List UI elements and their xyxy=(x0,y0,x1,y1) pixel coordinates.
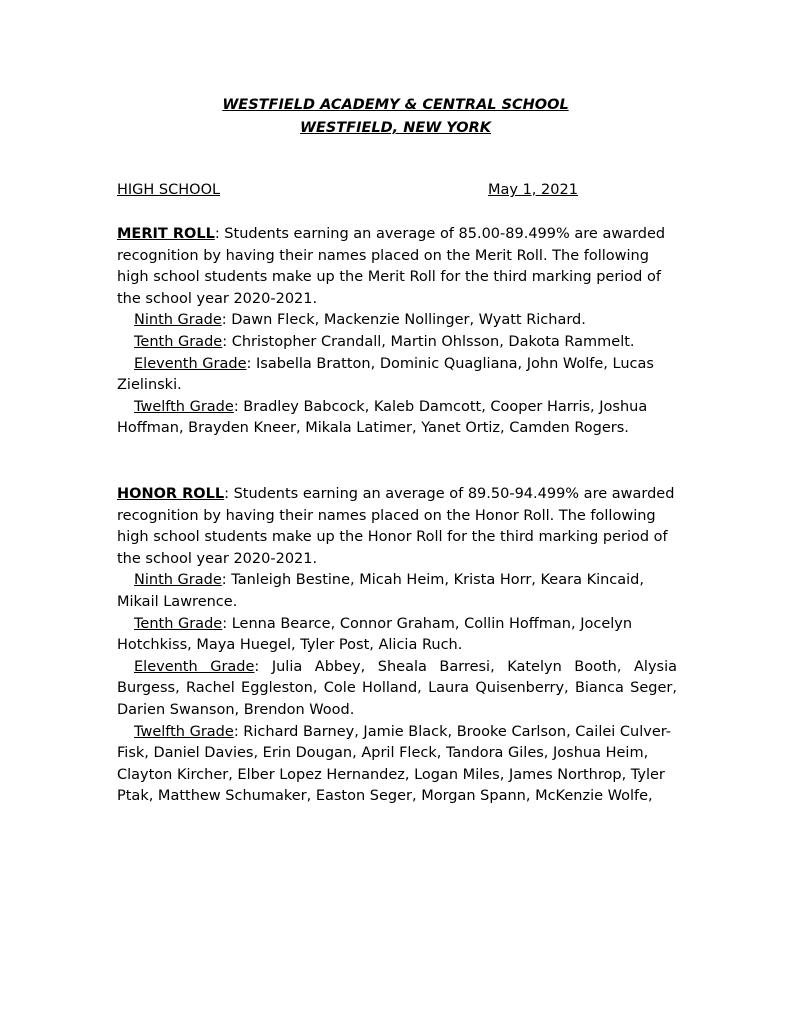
merit-grade-tenth-label: Tenth Grade xyxy=(134,333,223,350)
merit-roll-heading: MERIT ROLL xyxy=(117,226,215,242)
honor-grade-twelfth-label: Twelfth Grade xyxy=(134,723,234,740)
merit-grade-eleventh xyxy=(117,354,677,397)
merit-grade-ninth xyxy=(117,310,677,332)
school-name-title: WESTFIELD ACADEMY & CENTRAL SCHOOL xyxy=(222,97,569,113)
honor-roll-section xyxy=(117,484,677,808)
school-level-label: HIGH SCHOOL xyxy=(117,182,221,198)
honor-roll-description: : Students earning an average of 89.50-94.499% are awarded recognition by having their names placed on the Honor Roll. The following high school students make up the Honor Roll for the third marking period of the school year 2020-2021. xyxy=(117,486,675,567)
honor-roll-heading: HONOR ROLL xyxy=(117,486,225,502)
merit-grade-twelfth-names: : Bradley Babcock, Kaleb Damcott, Cooper Harris, Joshua Hoffman, Brayden Kneer, Mikala Latimer, Yanet Ortiz, Camden Rogers. xyxy=(117,398,648,437)
merit-grade-twelfth xyxy=(117,397,677,440)
merit-grade-eleventh-label: Eleventh Grade xyxy=(134,355,247,372)
merit-roll-intro xyxy=(117,224,677,310)
honor-grade-tenth-label: Tenth Grade xyxy=(134,615,223,632)
honor-grade-eleventh-names: : Julia Abbey, Sheala Barresi, Katelyn Booth, Alysia Burgess, Rachel Eggleston, Cole Holland, Laura Quisenberry, Bianca Seger, Darien Swanson, Brendon Wood. xyxy=(117,658,677,718)
honor-roll-intro xyxy=(117,484,677,570)
honor-grade-ninth xyxy=(117,570,677,613)
merit-grade-tenth xyxy=(117,332,677,354)
merit-grade-ninth-label: Ninth Grade xyxy=(134,312,222,329)
school-location-title: WESTFIELD, NEW YORK xyxy=(299,120,492,136)
merit-grade-eleventh-names: : Isabella Bratton, Dominic Quagliana, John Wolfe, Lucas Zielinski. xyxy=(117,355,654,394)
honor-grade-tenth xyxy=(117,614,677,657)
merit-grade-ninth-names: : Dawn Fleck, Mackenzie Nollinger, Wyatt Richard. xyxy=(221,312,586,329)
document-date: May 1, 2021 xyxy=(488,182,578,198)
honor-grade-twelfth-names: : Richard Barney, Jamie Black, Brooke Carlson, Cailei Culver-Fisk, Daniel Davies, Erin Dougan, April Fleck, Tandora Giles, Joshua Heim, Clayton Kircher, Elber Lopez Hernandez, Logan Miles, James Northrop, Tyler Ptak, Matthew Schumaker, Easton Seger, Morgan Spann, McKenzie Wolfe, xyxy=(117,723,672,805)
merit-grade-tenth-names: : Christopher Crandall, Martin Ohlsson, Dakota Rammelt. xyxy=(222,333,635,350)
honor-grade-ninth-names: : Tanleigh Bestine, Micah Heim, Krista Horr, Keara Kincaid, Mikail Lawrence. xyxy=(117,572,645,610)
honor-grade-ninth-label: Ninth Grade xyxy=(134,572,222,589)
honor-grade-twelfth xyxy=(117,722,677,808)
honor-grade-tenth-names: : Lenna Bearce, Connor Graham, Collin Hoffman, Jocelyn Hotchkiss, Maya Huegel, Tyler Post, Alicia Ruch. xyxy=(117,615,633,654)
merit-roll-description: : Students earning an average of 85.00-89.499% are awarded recognition by having their names placed on the Merit Roll. The following high school students make up the Merit Roll for the third marking period of the school year 2020-2021. xyxy=(117,226,666,307)
merit-roll-section xyxy=(117,224,677,440)
merit-grade-twelfth-label: Twelfth Grade xyxy=(134,398,234,415)
honor-grade-eleventh-label: Eleventh Grade xyxy=(134,658,255,675)
honor-grade-eleventh xyxy=(117,657,677,722)
